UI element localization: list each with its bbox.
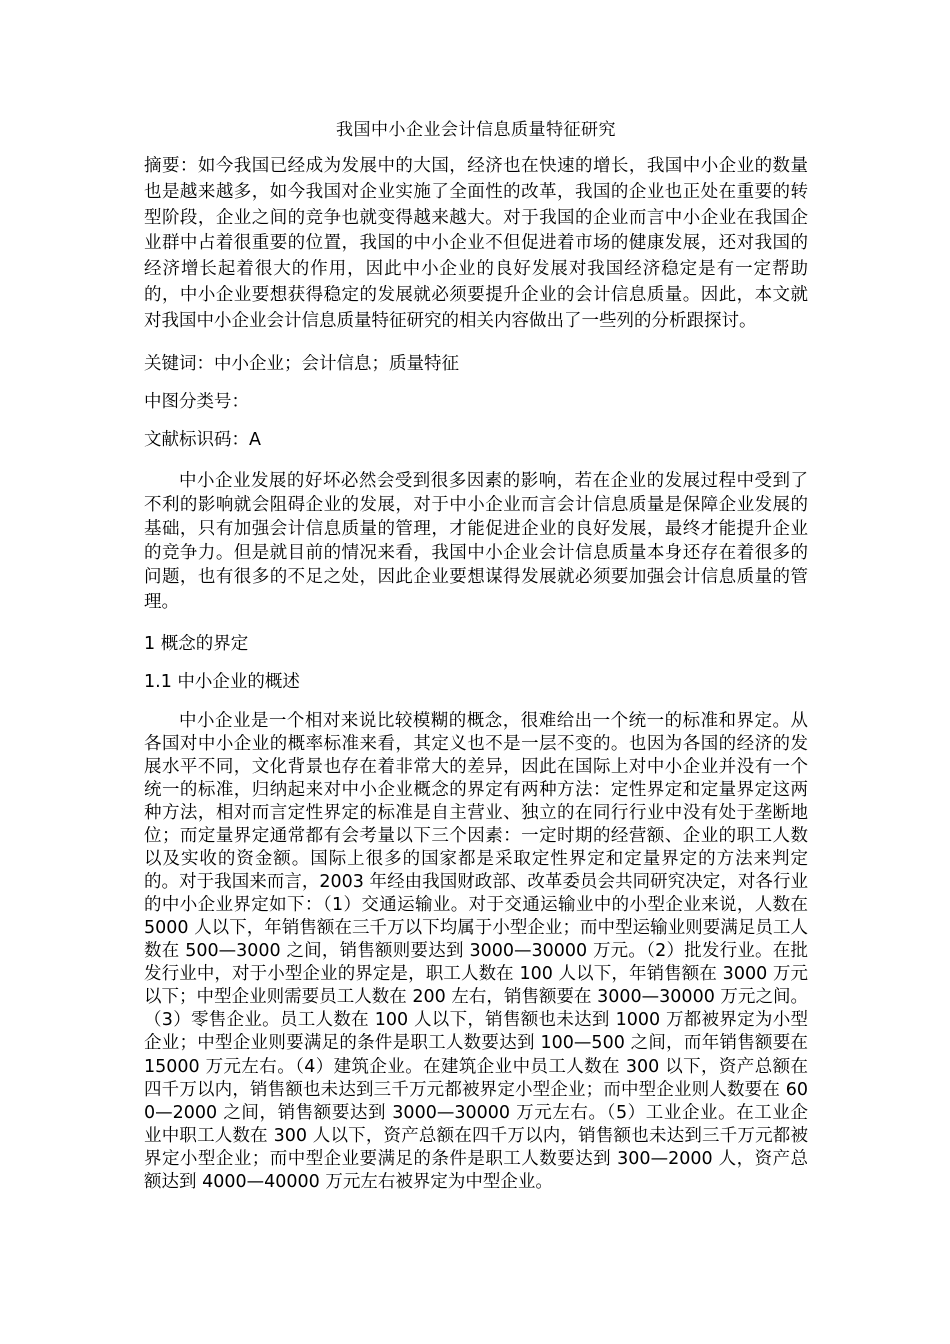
abstract-paragraph: 摘要：如今我国已经成为发展中的大国，经济也在快速的增长，我国中小企业的数量也是越来越多，如今我国对企业实施了全面性的改革，我国的企业也正处在重要的转型阶段，企业之间的竞争也就变得越来越大。对于我国的企业而言中小企业在我国企业群中占着很重要的位置，我国的中小企业不但促进着市场的健康发展，还对我国的经济增长起着很大的作用，因此中小企业的良好发展对我国经济稳定是有一定帮助的，中小企业要想获得稳定的发展就必须要提升企业的会计信息质量。因此，本文就对我国中小企业会计信息质量特征研究的相关内容做出了一些列的分析跟探讨。 xyxy=(144,156,808,331)
intro-paragraph: 中小企业发展的好坏必然会受到很多因素的影响，若在企业的发展过程中受到了不利的影响就会阻碍企业的发展，对于中小企业而言会计信息质量是保障企业发展的基础，只有加强会计信息质量的管理，才能促进企业的良好发展，最终才能提升企业的竞争力。但是就目前的情况来看，我国中小企业会计信息质量本身还存在着很多的问题，也有很多的不足之处，因此企业要想谋得发展就必须要加强会计信息质量的管理。 xyxy=(144,470,808,612)
subsection-heading: 1.1 中小企业的概述 xyxy=(144,671,300,692)
document-code-line: 文献标识码：A xyxy=(144,429,261,450)
section-heading: 1 概念的界定 xyxy=(144,633,249,654)
keywords-line: 关键词：中小企业；会计信息；质量特征 xyxy=(144,353,459,374)
body-paragraph: 中小企业是一个相对来说比较模糊的概念，很难给出一个统一的标准和界定。从各国对中小企业的概率标准来看，其定义也不是一层不变的。也因为各国的经济的发展水平不同，文化背景也存在着非常大的差异，因此在国际上对中小企业并没有一个统一的标准，归纳起来对中小企业概念的界定有两种方法：定性界定和定量界定这两种方法，相对而言定性界定的标准是自主营业、独立的在同行行业中没有处于垄断地位；而定量界定通常都有会考量以下三个因素：一定时期的经营额、企业的职工人数以及实收的资金额。国际上很多的国家都是采取定性界定和定量界定的方法来判定的。对于我国来而言，2003 年经由我国财政部、改革委员会共同研究决定，对各行业的中小企业界定如下：（1）交通运输业。对于交通运输业中的小型企业来说，人数在 5000 人以下，年销售额在三千万以下均属于小型企业；而中型运输业则要满足员工人数在 500—3000 之间，销售额则要达到 3000—30000 万元。（2）批发行业。在批发行业中，对于小型企业的界定是，职工人数在 100 人以下，年销售额在 3000 万元以下；中型企业则需要员工人数在 200 左右，销售额要在 3000—30000 万元之间。（3）零售企业。员工人数在 100 人以下，销售额也未达到 1000 万都被界定为小型企业；中型企业则要满足的条件是职工人数要达到 100—500 之间，而年销售额要在 15000 万元左右。（4）建筑企业。在建筑企业中员工人数在 300 以下，资产总额在四千万以内，销售额也未达到三千万元都被界定小型企业；而中型企业则人数要在 600—2000 之间，销售额要达到 3000—30000 万元左右。（5）工业企业。在工业企业中职工人数在 300 人以下，资产总额在四千万以内，销售额也未达到三千万元都被界定小型企业；而中型企业要满足的条件是职工人数要达到 300—2000 人，资产总额达到 4000—40000 万元左右被界定为中型企业。 xyxy=(144,710,808,1192)
document-content xyxy=(144,118,808,1194)
document-title: 我国中小企业会计信息质量特征研究 xyxy=(336,120,616,140)
clc-number-line: 中图分类号： xyxy=(144,391,249,412)
